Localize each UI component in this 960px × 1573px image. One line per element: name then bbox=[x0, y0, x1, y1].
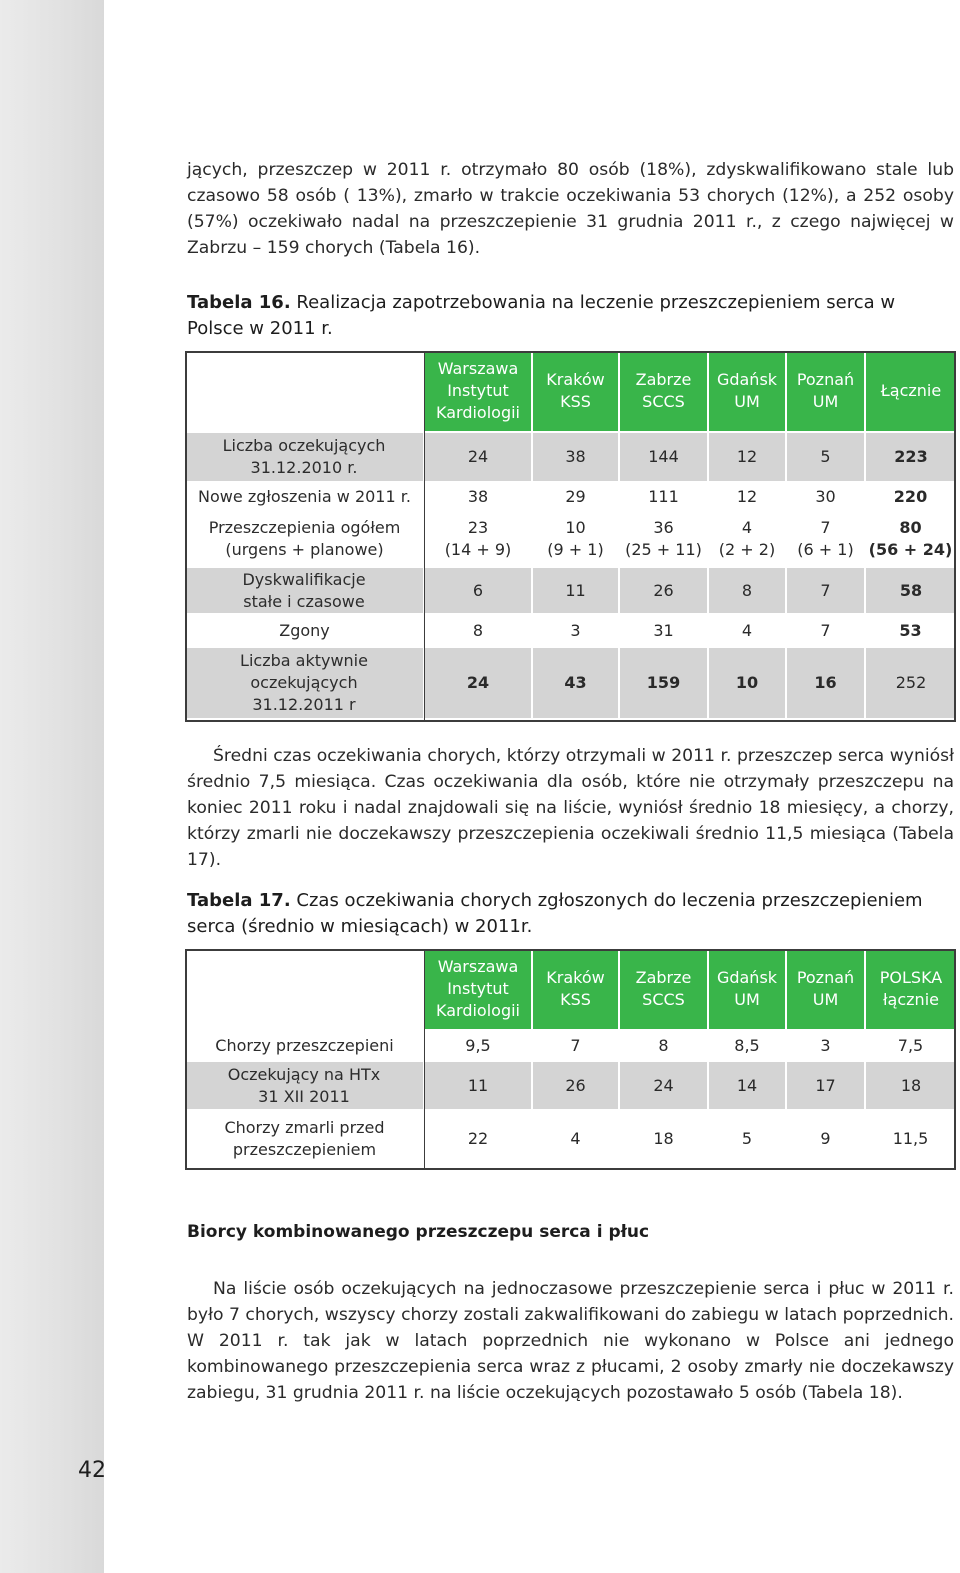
label-line: 31.12.2011 r bbox=[252, 695, 356, 714]
header-line: Instytut bbox=[447, 979, 509, 998]
header-line: łącznie bbox=[883, 990, 939, 1009]
label-line: Przeszczepienia ogółem bbox=[208, 518, 401, 537]
cell-total bbox=[865, 511, 956, 567]
header-line: KSS bbox=[560, 990, 591, 1009]
cell-total: 252 bbox=[865, 647, 956, 718]
cell: 144 bbox=[619, 432, 708, 482]
label-line: oczekujących bbox=[250, 673, 358, 692]
cell-line: (14 + 9) bbox=[444, 540, 512, 559]
cell: 24 bbox=[619, 1061, 708, 1110]
table16-label-divider bbox=[424, 351, 425, 722]
cell: 30 bbox=[786, 482, 865, 511]
header-line: Kardiologii bbox=[436, 403, 520, 422]
cell: 26 bbox=[619, 567, 708, 614]
label-line: Liczba aktywnie bbox=[240, 651, 368, 670]
cell: 14 bbox=[708, 1061, 786, 1110]
header-line: Instytut bbox=[447, 381, 509, 400]
cell bbox=[708, 511, 786, 567]
cell: 38 bbox=[532, 432, 619, 482]
page-number: 42 bbox=[78, 1458, 106, 1483]
cell: 38 bbox=[424, 482, 532, 511]
cell: 16 bbox=[786, 647, 865, 718]
paragraph-waiting-time: Średni czas oczekiwania chorych, którzy otrzymali w 2011 r. przeszczep serca wyniósł średnio 7,5 miesiąca. Czas oczekiwania dla osób, które nie otrzymały przeszczepu na koniec 2011 roku i nadal znajdowali się na liście, wyniósł średnio 18 miesięcy, a chorzy, którzy zmarli nie doczekawszy przeszczepienia oczekiwali średnio 11,5 miesiąca (Tabela 17). bbox=[187, 746, 954, 870]
header-line: UM bbox=[812, 990, 839, 1009]
header-line: Kardiologii bbox=[436, 1001, 520, 1020]
table17-header-zabrze bbox=[619, 949, 708, 1030]
cell-line: (2 + 2) bbox=[718, 540, 776, 559]
row-label bbox=[185, 1030, 424, 1061]
row-label bbox=[185, 614, 424, 647]
cell-total: 18 bbox=[865, 1061, 956, 1110]
table-17 bbox=[185, 949, 956, 1166]
cell: 3 bbox=[532, 614, 619, 647]
cell: 29 bbox=[532, 482, 619, 511]
label-line: Dyskwalifikacje bbox=[242, 569, 366, 589]
header-line: Łącznie bbox=[880, 381, 942, 400]
table17-corner bbox=[185, 949, 424, 1030]
table16-header-total bbox=[865, 351, 956, 432]
cell-line: 10 bbox=[565, 518, 586, 537]
table16-header-gdansk bbox=[708, 351, 786, 432]
label-line: 31.12.2010 r. bbox=[250, 458, 358, 477]
cell: 12 bbox=[708, 432, 786, 482]
cell-line: 23 bbox=[467, 518, 489, 537]
table17-header-warszawa bbox=[424, 949, 532, 1030]
cell: 24 bbox=[424, 432, 532, 482]
cell: 9 bbox=[786, 1110, 865, 1166]
cell: 7 bbox=[532, 1030, 619, 1061]
cell: 6 bbox=[424, 567, 532, 614]
header-line: Warszawa bbox=[437, 359, 519, 378]
cell-total: 11,5 bbox=[865, 1110, 956, 1166]
label-line: (urgens + planowe) bbox=[225, 540, 384, 559]
table17-header-poznan bbox=[786, 949, 865, 1030]
row-label bbox=[185, 647, 424, 718]
header-line: Gdańsk bbox=[716, 370, 778, 389]
table17-header-krakow bbox=[532, 949, 619, 1030]
label-line: Chorzy przeszczepieni bbox=[215, 1035, 394, 1055]
cell: 5 bbox=[708, 1110, 786, 1166]
row-label bbox=[185, 1061, 424, 1110]
cell-line: (56 + 24) bbox=[868, 540, 953, 559]
header-line: UM bbox=[812, 392, 839, 411]
cell: 111 bbox=[619, 482, 708, 511]
page-margin-strip bbox=[0, 0, 104, 1573]
table16-caption-text: Realizacja zapotrzebowania na leczenie przeszczepieniem serca w Polsce w 2011 r. bbox=[187, 292, 896, 339]
table17-caption-label: Tabela 17. bbox=[187, 890, 291, 911]
header-line: Zabrze bbox=[635, 370, 692, 389]
cell-total: 223 bbox=[865, 432, 956, 482]
table17-label-divider bbox=[424, 949, 425, 1170]
table-row bbox=[185, 567, 956, 614]
row-label bbox=[185, 1110, 424, 1166]
cell: 7 bbox=[786, 614, 865, 647]
header-line: UM bbox=[734, 990, 760, 1009]
table16-caption-label: Tabela 16. bbox=[187, 292, 291, 313]
cell: 159 bbox=[619, 647, 708, 718]
header-line: UM bbox=[734, 392, 760, 411]
row-label bbox=[185, 511, 424, 567]
cell: 9,5 bbox=[424, 1030, 532, 1061]
cell: 4 bbox=[532, 1110, 619, 1166]
table16-header-zabrze bbox=[619, 351, 708, 432]
table-row bbox=[185, 1030, 956, 1061]
paragraph-intro: jących, przeszczep w 2011 r. otrzymało 80 osób (18%), zdyskwalifikowano stale lub czasowo 58 osób ( 13%), zmarło w trakcie oczekiwania 53 chorych (12%), a 252 osoby (57%) oczekiwało nadal na przeszczepienie 31 grudnia 2011 r., z czego najwięcej w Zabrzu – 159 chorych (Tabela 16). bbox=[187, 160, 954, 258]
row-label bbox=[185, 432, 424, 482]
table16-header-krakow bbox=[532, 351, 619, 432]
cell: 11 bbox=[532, 567, 619, 614]
cell: 7 bbox=[786, 567, 865, 614]
header-line: Poznań bbox=[796, 968, 855, 987]
cell-line: 7 bbox=[820, 518, 831, 537]
cell: 17 bbox=[786, 1061, 865, 1110]
row-label bbox=[185, 482, 424, 511]
table-row bbox=[185, 511, 956, 567]
cell: 22 bbox=[424, 1110, 532, 1166]
header-line: Kraków bbox=[546, 968, 605, 987]
header-line: POLSKA bbox=[879, 968, 943, 987]
table17-caption bbox=[187, 888, 954, 940]
label-line: Chorzy zmarli przed bbox=[224, 1117, 385, 1137]
cell: 26 bbox=[532, 1061, 619, 1110]
cell: 5 bbox=[786, 432, 865, 482]
header-line: Kraków bbox=[546, 370, 605, 389]
cell bbox=[532, 511, 619, 567]
header-line: SCCS bbox=[642, 990, 685, 1009]
cell bbox=[424, 511, 532, 567]
cell-line: 4 bbox=[741, 518, 753, 537]
cell: 8 bbox=[619, 1030, 708, 1061]
label-line: przeszczepieniem bbox=[232, 1139, 377, 1159]
cell: 10 bbox=[708, 647, 786, 718]
table17-header-polska bbox=[865, 949, 956, 1030]
label-line: Liczba oczekujących bbox=[222, 436, 386, 455]
label-line: 31 XII 2011 bbox=[258, 1086, 350, 1106]
header-line: KSS bbox=[560, 392, 591, 411]
cell: 8,5 bbox=[708, 1030, 786, 1061]
cell-total: 7,5 bbox=[865, 1030, 956, 1061]
table16-corner bbox=[185, 351, 424, 432]
cell bbox=[619, 511, 708, 567]
header-line: Gdańsk bbox=[716, 968, 778, 987]
table16-header-poznan bbox=[786, 351, 865, 432]
cell: 31 bbox=[619, 614, 708, 647]
table-row bbox=[185, 614, 956, 647]
cell: 18 bbox=[619, 1110, 708, 1166]
cell: 3 bbox=[786, 1030, 865, 1061]
cell-line: (6 + 1) bbox=[797, 540, 854, 559]
label-line: stałe i czasowe bbox=[243, 591, 365, 611]
cell bbox=[786, 511, 865, 567]
table-row bbox=[185, 432, 956, 482]
cell-total: 220 bbox=[865, 482, 956, 511]
cell: 43 bbox=[532, 647, 619, 718]
table-row bbox=[185, 482, 956, 511]
cell: 4 bbox=[708, 614, 786, 647]
label-line: Zgony bbox=[279, 620, 330, 640]
cell-line: (25 + 11) bbox=[625, 540, 702, 559]
cell-line: (9 + 1) bbox=[547, 540, 604, 559]
cell: 11 bbox=[424, 1061, 532, 1110]
section-heading: Biorcy kombinowanego przeszczepu serca i płuc bbox=[187, 1222, 650, 1242]
label-line: Nowe zgłoszenia w 2011 r. bbox=[198, 486, 411, 506]
header-line: Warszawa bbox=[437, 957, 519, 976]
cell-line: 80 bbox=[899, 518, 922, 537]
header-line: SCCS bbox=[642, 392, 685, 411]
table-row bbox=[185, 1061, 956, 1110]
header-line: Poznań bbox=[796, 370, 855, 389]
table17-caption-text: Czas oczekiwania chorych zgłoszonych do leczenia przeszczepieniem serca (średnio w miesiącach) w 2011r. bbox=[187, 890, 923, 937]
cell: 8 bbox=[424, 614, 532, 647]
label-line: Oczekujący na HTx bbox=[227, 1064, 381, 1084]
cell: 12 bbox=[708, 482, 786, 511]
table-row bbox=[185, 1110, 956, 1166]
cell-line: 36 bbox=[653, 518, 674, 537]
header-line: Zabrze bbox=[635, 968, 692, 987]
table17-header-gdansk bbox=[708, 949, 786, 1030]
paragraph-heart-lung: Na liście osób oczekujących na jednoczasowe przeszczepienie serca i płuc w 2011 r. było 7 chorych, wszyscy chorzy zostali zakwalifikowani do zabiegu w latach poprzednich. W 2011 r. tak jak w latach poprzednich nie wykonano w Polsce ani jednego kombinowanego przeszczepienia serca wraz z płucami, 2 osoby zmarły nie doczekawszy zabiegu, 31 grudnia 2011 r. na liście oczekujących pozostawało 5 osób (Tabela 18). bbox=[187, 1279, 954, 1403]
cell: 24 bbox=[424, 647, 532, 718]
table-16 bbox=[185, 351, 956, 718]
cell: 8 bbox=[708, 567, 786, 614]
table16-header-warszawa bbox=[424, 351, 532, 432]
row-label bbox=[185, 567, 424, 614]
cell-total: 53 bbox=[865, 614, 956, 647]
table16-caption bbox=[187, 290, 954, 342]
table-row bbox=[185, 647, 956, 718]
cell-total: 58 bbox=[865, 567, 956, 614]
